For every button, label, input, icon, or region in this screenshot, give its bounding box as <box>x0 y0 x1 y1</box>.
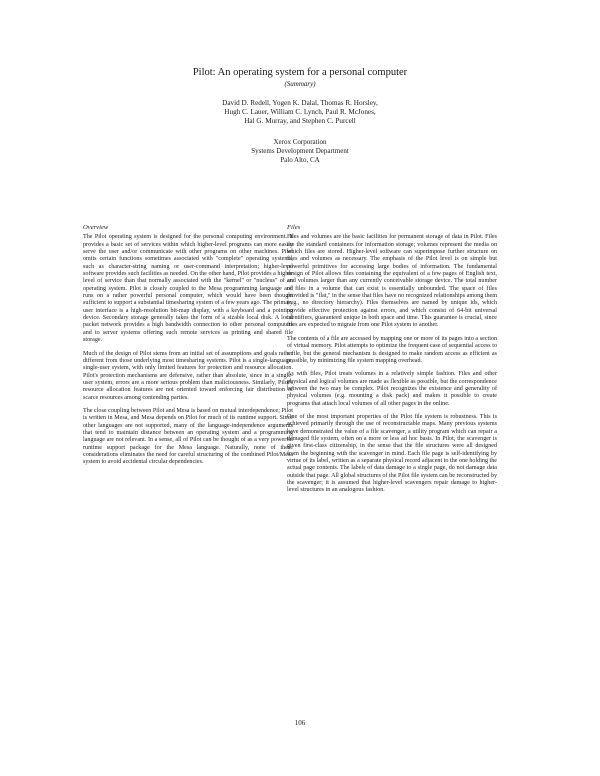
affiliation-dept: Systems Development Department <box>251 147 349 155</box>
author-line: Hugh C. Lauer, William C. Lynch, Paul R. McJones, <box>224 108 376 117</box>
paper-title: Pilot: An operating system for a personal computer <box>192 67 408 78</box>
paragraph: The contents of a file are accessed by mapping one or more of its pages into a section of virtual memory. Pilot attempts to optimize the frequent case of sequential access to a file, but the general mechanism is designed to make random access as efficient as possible, by minimizing file system mapping overhead. <box>287 335 497 364</box>
section-heading-overview: Overview <box>83 224 109 231</box>
left-column <box>83 224 293 473</box>
right-column <box>287 224 497 501</box>
author-list <box>0 99 600 127</box>
paragraph: Files and volumes are the basic facilities for permanent storage of data in Pilot. Files are the standard containers for information storage; volumes represent the media on which files are stored. Higher-level software can superimpose further structure on files and volumes as necessary. The emphasis of the Pilot level is on simple but powerful primitives for accessing large bodies of information. The fundamental design of Pilot allows files containing the equivalent of a few pages of English text, and volumes larger than any currently conceivable storage device. The total number of files in a volume that can exist is essentially unbounded. The space of files provided is "flat," in the sense that files have no recognized relationships among them (e.g., no directory hierarchy). Files themselves are named by unique ids, which provide effective protection against errors, and which consist of 64-bit universal identifiers, guaranteed unique in both space and time. This guarantee is crucial, since files are expected to migrate from one Pilot system to another. <box>287 234 497 329</box>
page-number: 106 <box>294 719 306 727</box>
paragraph: Much of the design of Pilot stems from an initial set of assumptions and goals rather different from those underlying most timesharing systems. Pilot is a single-language, single-user system, with only limited features for protection and resource allocation. Pilot's protection mechanisms are defensive, rather than absolute, since in a single-user system, errors are a more serious problem than maliciousness. Similarly, Pilot's resource allocation features are not oriented toward enforcing fair distribution of scarce resources among contending parties. <box>83 350 293 401</box>
paragraph: As with files, Pilot treats volumes in a relatively simple fashion. Files and other physical and logical volumes are made as flexible as possible, but the correspondence between the two may be complex. Pilot recognizes the existence and generality of physical volumes (e.g. mounting a disk pack) and makes it possible to create programs that attach local volumes of all other pages in the online. <box>287 371 497 407</box>
section-heading-files: Files <box>287 224 301 231</box>
paragraph: One of the most important properties of the Pilot file system is robustness. This is achieved primarily through the use of reconstructable maps. Many previous systems have demonstrated the value of a file scavenger, a utility program which can repair a damaged file system, often on a more or less ad hoc basis. In Pilot, the scavenger is given first-class citizenship, in the sense that the file structures were all designed from the beginning with the scavenger in mind. Each file page is self-identifying by virtue of its label, written as a separate physical record adjacent to the one holding the actual page contents. The labels of data damage to a single page, do not damage data outside that page. All global structures of the Pilot file system can be reconstructed by the scavenger; it is assumed that higher-level scavengers repair damage to higher-level structures in an analogous fashion. <box>287 413 497 494</box>
affiliation <box>0 138 600 165</box>
paragraph: The Pilot operating system is designed for the personal computing environment. It provides a basic set of services within which higher-level programs can more easily serve the user and/or communicate with other programs on other machines. Pilot omits certain functions sometimes associated with "complete" operating systems, such as character-string naming or user-command interpretation; higher-level software provides such facilities as needed. On the other hand, Pilot provides a higher level of service than that normally associated with the "kernel" or "nucleus" of an operating system. Pilot is closely coupled to the Mesa programming language and runs on a rather powerful personal computer, which would have been thought sufficient to support a substantial timesharing system of a few years ago. The primary user interface is a high-resolution bit-map display, with a keyboard and a pointing device. Secondary storage generally takes the form of a sizable local disk. A local packet network provides a high bandwidth connection to other personal computers and to server systems offering such remote services as printing and shared file storage. <box>83 234 293 344</box>
author-line: Hal G. Murray, and Stephen C. Purcell <box>244 117 356 126</box>
paragraph: The close coupling between Pilot and Mesa is based on mutual interdependence; Pilot is written in Mesa, and Mesa depends on Pilot for much of its runtime support. Since other languages are not supported, many of the language-independence arguments that tend to maintain distance between an operating system and a programming language are not relevant. In a sense, all of Pilot can be thought of as a very powerful runtime support package for the Mesa language. Naturally, none of these considerations eliminates the need for careful structuring of the combined Pilot/Mesa system to avoid accidental circular dependencies. <box>83 407 293 466</box>
affiliation-org: Xerox Corporation <box>273 138 327 146</box>
affiliation-location: Palo Alto, CA <box>280 156 320 164</box>
paper-subtitle: (Summary) <box>284 80 316 88</box>
author-line: David D. Redell, Yogen K. Dalal, Thomas R. Horsley, <box>222 99 378 107</box>
